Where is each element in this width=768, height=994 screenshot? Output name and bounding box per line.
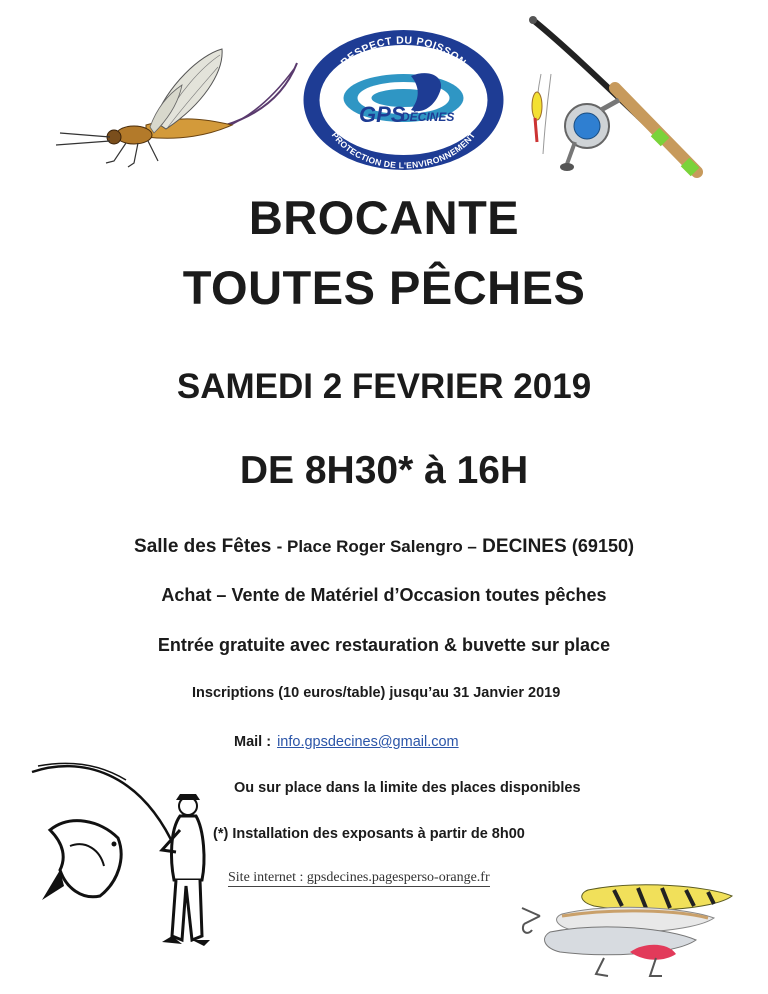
mail-line [234,732,459,752]
onsite-line: Ou sur place dans la limite des places disponibles [234,780,581,796]
fisherman-illustration [30,750,220,950]
logo-city: DÉCINES [401,110,455,124]
venue-hall: Salle des Fêtes [134,536,272,557]
event-hours: DE 8H30* à 16H [239,449,529,492]
fishing-rod-illustration [515,14,710,184]
installation-line: (*) Installation des exposants à partir de 8h00 [213,826,525,842]
website-line[interactable]: Site internet : gpsdecines.pagesperso-orange.fr [228,870,490,885]
venue-line [0,533,768,560]
registration-line: Inscriptions (10 euros/table) jusqu’au 31 Janvier 2019 [192,685,561,701]
logo-bottom-text: PROTECTION DE L'ENVIRONNEMENT [329,130,478,171]
gps-decines-logo [301,28,506,173]
mayfly-illustration [50,45,305,180]
mail-link[interactable]: info.gpsdecines@gmail.com [277,734,459,750]
venue-city: DECINES [482,536,567,557]
fishing-lures-illustration [518,880,740,980]
mail-label: Mail : [234,734,272,750]
venue-address: - Place Roger Salengro – [276,537,477,556]
sale-line: Achat – Vente de Matériel d’Occasion toutes pêches [161,585,607,605]
logo-top-text: RESPECT DU POISSON [338,34,469,69]
venue-postcode: (69150) [571,536,634,556]
title-line-2: TOUTES PÊCHES [182,261,586,314]
entry-line: Entrée gratuite avec restauration & buvette sur place [157,635,611,655]
logo-brand: GPS [359,102,406,127]
event-date: SAMEDI 2 FEVRIER 2019 [176,367,592,406]
title-line-1: BROCANTE [248,191,520,244]
